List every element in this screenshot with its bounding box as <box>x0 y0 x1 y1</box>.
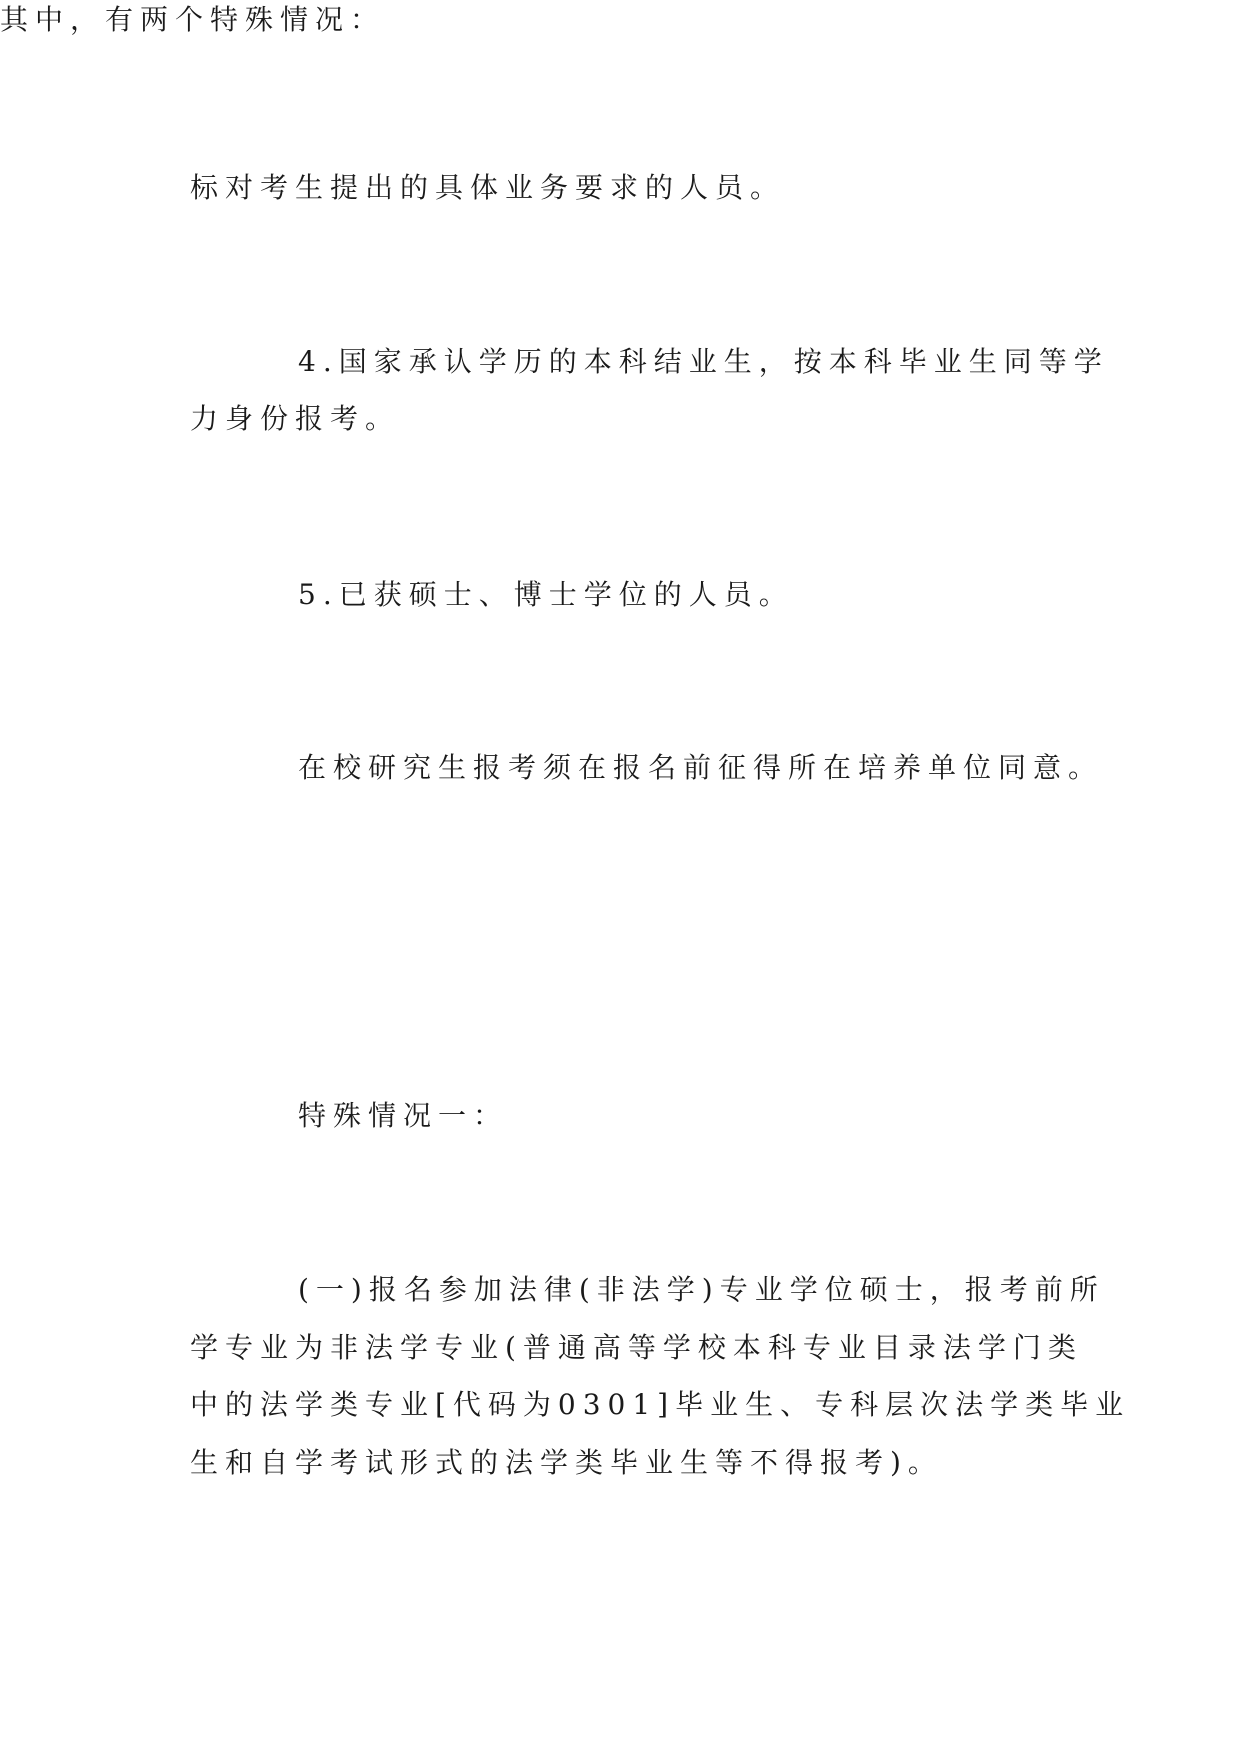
paragraph-line: 中的法学类专业[代码为0301]毕业生、专科层次法学类毕业 <box>190 1388 1131 1421</box>
paragraph-line: 在校研究生报考须在报名前征得所在培养单位同意。 <box>298 751 1104 784</box>
paragraph-line: 学专业为非法学专业(普通高等学校本科专业目录法学门类 <box>190 1331 1083 1364</box>
paragraph-line: 其中，有两个特殊情况： <box>0 3 386 36</box>
paragraph-line: 力身份报考。 <box>190 402 401 435</box>
paragraph-line: 特殊情况一： <box>298 1099 509 1132</box>
paragraph-line: 生和自学考试形式的法学类毕业生等不得报考)。 <box>190 1446 943 1479</box>
paragraph-line: 4.国家承认学历的本科结业生，按本科毕业生同等学 <box>298 345 1109 378</box>
paragraph-line: 标对考生提出的具体业务要求的人员。 <box>190 171 786 204</box>
paragraph-line: (一)报名参加法律(非法学)专业学位硕士，报考前所 <box>298 1273 1105 1306</box>
paragraph-line: 5.已获硕士、博士学位的人员。 <box>298 578 794 611</box>
